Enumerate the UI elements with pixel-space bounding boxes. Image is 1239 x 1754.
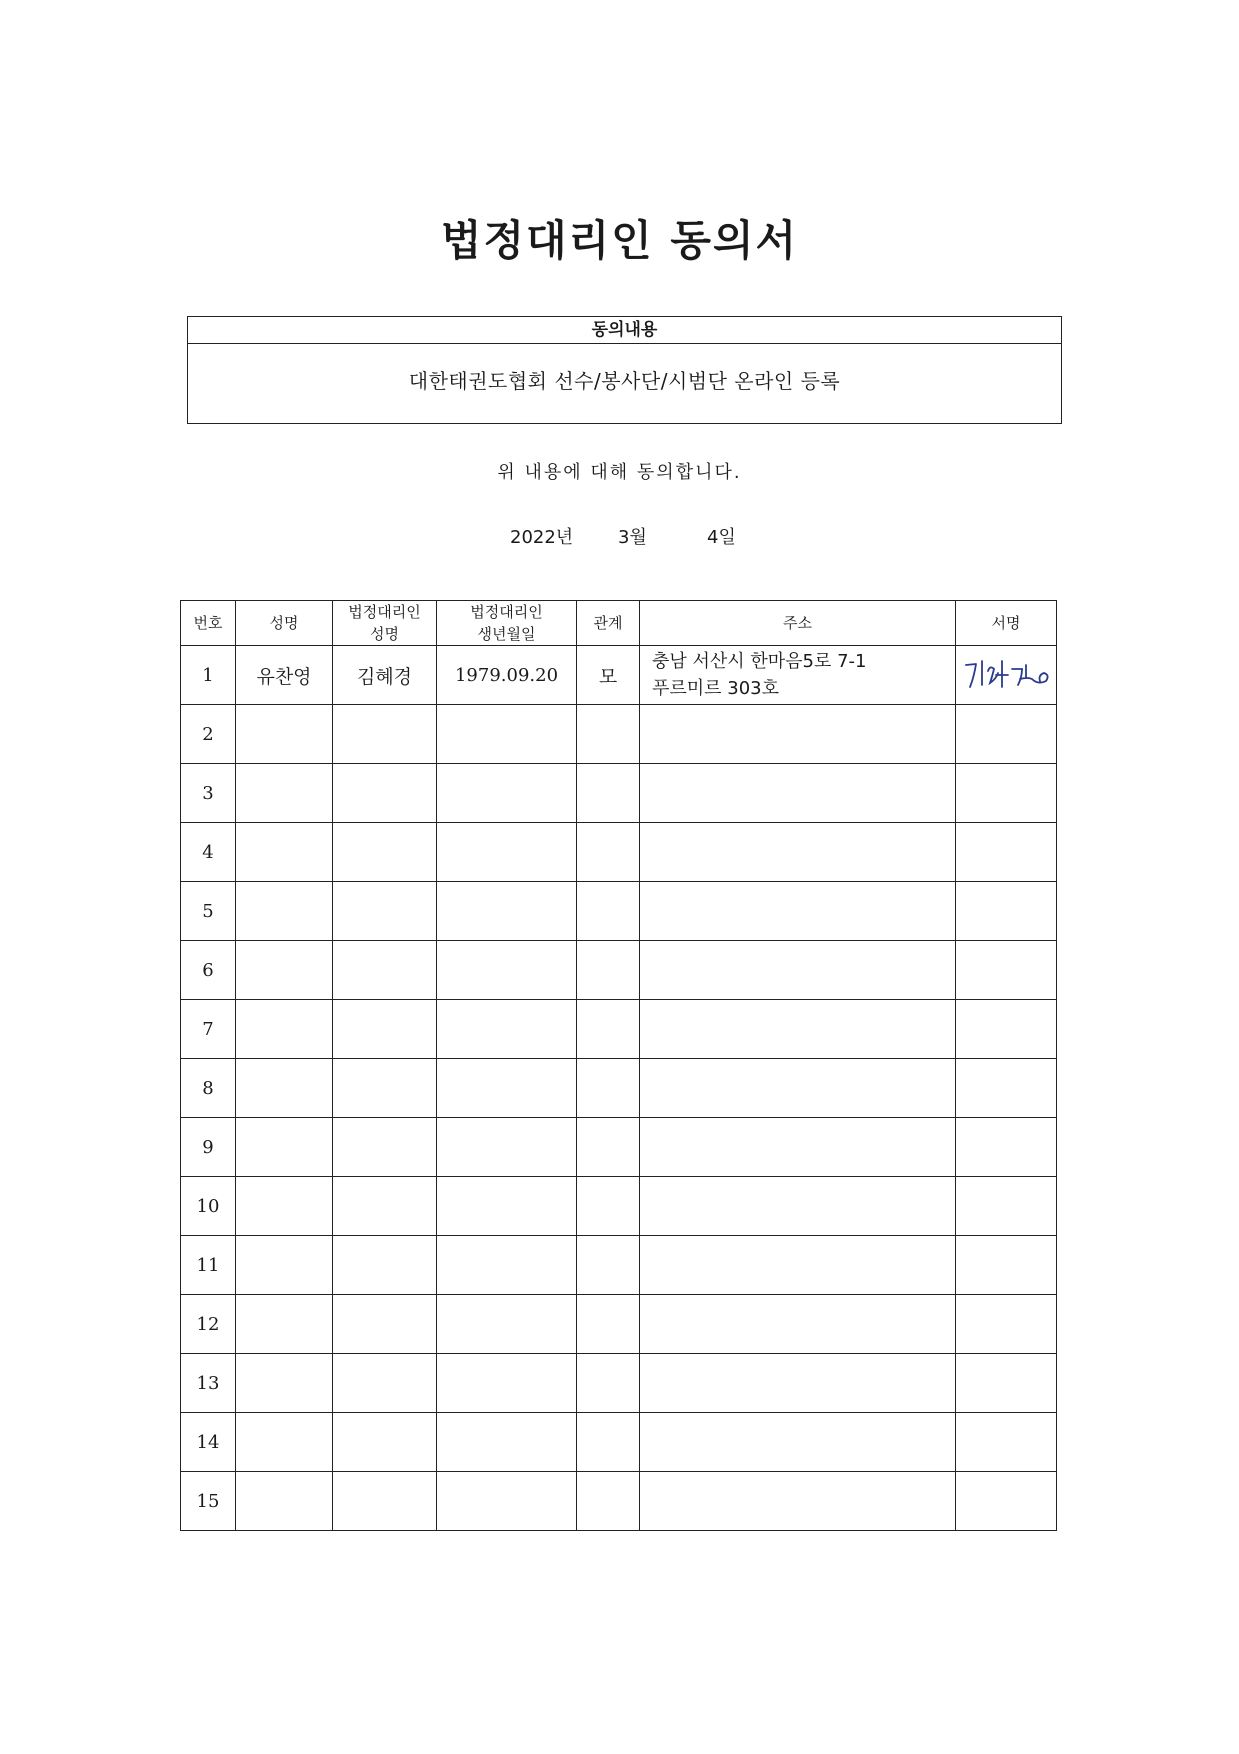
table-row <box>181 1000 1057 1059</box>
cell-name <box>236 1472 333 1531</box>
cell-signature <box>956 1000 1057 1059</box>
page-title: 법정대리인 동의서 <box>440 216 799 265</box>
cell-address <box>640 705 956 764</box>
cell-no: 14 <box>181 1413 236 1472</box>
cell-no: 6 <box>181 941 236 1000</box>
cell-relation <box>577 1295 640 1354</box>
cell-address-line1: 충남 서산시 한마음5로 7-1 <box>652 651 867 672</box>
consent-content-header: 동의내용 <box>188 317 1061 344</box>
cell-relation <box>577 1472 640 1531</box>
cell-guardian-birth <box>437 1177 577 1236</box>
cell-name <box>236 882 333 941</box>
cell-name <box>236 1236 333 1295</box>
cell-relation <box>577 1118 640 1177</box>
header-guardian-birth-line1: 법정대리인 <box>470 603 543 621</box>
table-row <box>181 1059 1057 1118</box>
cell-guardian-birth <box>437 1295 577 1354</box>
cell-address <box>640 823 956 882</box>
cell-signature <box>956 823 1057 882</box>
cell-guardian-name <box>333 1354 437 1413</box>
cell-no: 12 <box>181 1295 236 1354</box>
cell-no: 11 <box>181 1236 236 1295</box>
agreement-statement: 위 내용에 대해 동의합니다. <box>497 462 742 483</box>
cell-guardian-name <box>333 1177 437 1236</box>
header-guardian-name-line1: 법정대리인 <box>348 603 421 621</box>
cell-guardian-birth <box>437 705 577 764</box>
table-body <box>181 646 1057 1531</box>
table-row <box>181 1118 1057 1177</box>
table-row <box>181 1236 1057 1295</box>
cell-no: 10 <box>181 1177 236 1236</box>
consent-content-text: 대한태권도협회 선수/봉사단/시범단 온라인 등록 <box>408 369 841 393</box>
cell-signature <box>956 1177 1057 1236</box>
cell-name <box>236 1000 333 1059</box>
cell-guardian-name <box>333 882 437 941</box>
cell-name <box>236 764 333 823</box>
cell-relation <box>577 823 640 882</box>
cell-guardian-name <box>333 1059 437 1118</box>
cell-guardian-name <box>333 1236 437 1295</box>
cell-address <box>640 1295 956 1354</box>
cell-no: 5 <box>181 882 236 941</box>
cell-signature <box>956 941 1057 1000</box>
cell-no: 7 <box>181 1000 236 1059</box>
cell-address <box>640 1177 956 1236</box>
header-name: 성명 <box>236 601 333 646</box>
cell-address <box>640 1000 956 1059</box>
date-month: 3월 <box>618 527 647 548</box>
cell-signature <box>956 1354 1057 1413</box>
table-row <box>181 1472 1057 1531</box>
header-signature: 서명 <box>956 601 1057 646</box>
cell-signature <box>956 1236 1057 1295</box>
cell-signature <box>956 764 1057 823</box>
cell-address <box>640 1413 956 1472</box>
cell-signature <box>956 1059 1057 1118</box>
cell-guardian-name <box>333 1472 437 1531</box>
cell-guardian-birth <box>437 823 577 882</box>
cell-guardian-name <box>333 823 437 882</box>
header-address: 주소 <box>640 601 956 646</box>
cell-relation <box>577 1236 640 1295</box>
header-relation: 관계 <box>577 601 640 646</box>
date-year: 2022년 <box>510 527 574 548</box>
cell-guardian-birth <box>437 1413 577 1472</box>
table-row <box>181 1177 1057 1236</box>
cell-name: 유찬영 <box>236 646 333 705</box>
table-row <box>181 1354 1057 1413</box>
cell-signature <box>956 1118 1057 1177</box>
table-row <box>181 1413 1057 1472</box>
cell-no: 13 <box>181 1354 236 1413</box>
header-guardian-birth-line2: 생년월일 <box>477 625 536 643</box>
cell-no: 1 <box>181 646 236 705</box>
table-row <box>181 705 1057 764</box>
cell-signature <box>956 646 1057 705</box>
table-row <box>181 823 1057 882</box>
cell-guardian-name <box>333 1413 437 1472</box>
cell-name <box>236 1413 333 1472</box>
cell-relation <box>577 1413 640 1472</box>
cell-no: 4 <box>181 823 236 882</box>
cell-no: 2 <box>181 705 236 764</box>
cell-guardian-name <box>333 705 437 764</box>
date-day: 4일 <box>707 527 736 548</box>
cell-guardian-name <box>333 1295 437 1354</box>
cell-relation <box>577 941 640 1000</box>
cell-relation <box>577 882 640 941</box>
table-header-row <box>181 601 1057 646</box>
cell-relation <box>577 764 640 823</box>
cell-guardian-name <box>333 1118 437 1177</box>
cell-no: 9 <box>181 1118 236 1177</box>
cell-guardian-birth <box>437 1118 577 1177</box>
cell-name <box>236 1118 333 1177</box>
cell-guardian-birth <box>437 1354 577 1413</box>
cell-guardian-birth <box>437 1236 577 1295</box>
cell-signature <box>956 882 1057 941</box>
cell-relation <box>577 1000 640 1059</box>
cell-address <box>640 1059 956 1118</box>
cell-name <box>236 941 333 1000</box>
cell-address <box>640 1236 956 1295</box>
cell-address <box>640 1118 956 1177</box>
cell-relation: 모 <box>577 646 640 705</box>
cell-address <box>640 1354 956 1413</box>
cell-name <box>236 1295 333 1354</box>
cell-no: 15 <box>181 1472 236 1531</box>
cell-signature <box>956 1413 1057 1472</box>
cell-guardian-name <box>333 764 437 823</box>
cell-address <box>640 1472 956 1531</box>
table-row <box>181 764 1057 823</box>
cell-guardian-birth: 1979.09.20 <box>437 646 577 705</box>
cell-relation <box>577 1354 640 1413</box>
cell-name <box>236 1177 333 1236</box>
cell-no: 8 <box>181 1059 236 1118</box>
cell-address <box>640 764 956 823</box>
cell-guardian-name <box>333 941 437 1000</box>
cell-guardian-birth <box>437 764 577 823</box>
table-row <box>181 882 1057 941</box>
header-no: 번호 <box>181 601 236 646</box>
cell-relation <box>577 1177 640 1236</box>
cell-address <box>640 882 956 941</box>
header-guardian-name <box>333 601 437 646</box>
cell-guardian-birth <box>437 1000 577 1059</box>
cell-no: 3 <box>181 764 236 823</box>
cell-guardian-name <box>333 1000 437 1059</box>
guardian-roster-table <box>180 600 1057 1531</box>
cell-name <box>236 1059 333 1118</box>
cell-address <box>640 941 956 1000</box>
cell-relation <box>577 1059 640 1118</box>
cell-name <box>236 1354 333 1413</box>
cell-signature <box>956 1295 1057 1354</box>
consent-content-box <box>187 316 1062 424</box>
cell-guardian-birth <box>437 882 577 941</box>
cell-guardian-birth <box>437 941 577 1000</box>
cell-name <box>236 823 333 882</box>
handwritten-signature <box>960 655 1052 695</box>
cell-address-line2: 푸르미르 303호 <box>652 678 780 699</box>
table-row <box>181 1295 1057 1354</box>
header-guardian-birth <box>437 601 577 646</box>
cell-address <box>640 646 956 705</box>
cell-guardian-birth <box>437 1059 577 1118</box>
cell-relation <box>577 705 640 764</box>
cell-signature <box>956 705 1057 764</box>
cell-guardian-birth <box>437 1472 577 1531</box>
cell-guardian-name: 김혜경 <box>333 646 437 705</box>
table-row <box>181 646 1057 705</box>
cell-signature <box>956 1472 1057 1531</box>
cell-name <box>236 705 333 764</box>
header-guardian-name-line2: 성명 <box>370 625 399 643</box>
table-row <box>181 941 1057 1000</box>
